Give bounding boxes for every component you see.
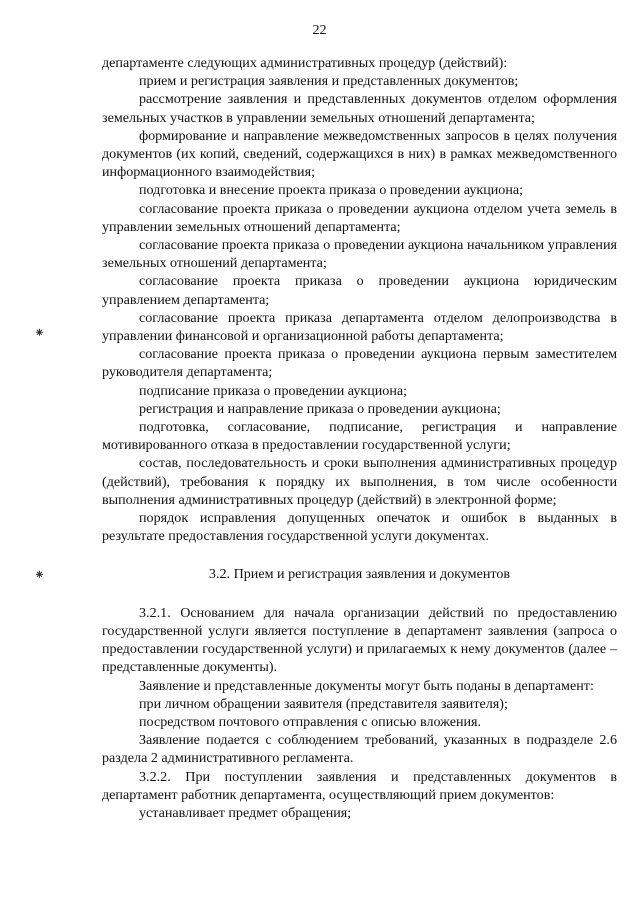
list-item: согласование проекта приказа о проведении аукциона юридическим управлением департамента; bbox=[102, 273, 617, 308]
section-3-2-body bbox=[102, 604, 617, 822]
binding-hole-mark-icon: ⁕ bbox=[34, 567, 45, 582]
list-item: подготовка и внесение проекта приказа о проведении аукциона; bbox=[139, 182, 524, 199]
list-item: подготовка, согласование, подписание, регистрация и направление мотивированного отказа в предоставлении государственной услуги; bbox=[102, 419, 617, 454]
paragraph: Заявление подается с соблюдением требований, указанных в подразделе 2.6 раздела 2 административного регламента. bbox=[102, 732, 617, 767]
paragraph: 3.2.1. Основанием для начала организации действий по предоставлению государственной услуги является поступление в департамент заявления (запроса о предоставлении государственной услуги) и прилагаемых к нему документов (далее – представленные документы). bbox=[102, 604, 617, 676]
document-body bbox=[102, 54, 617, 822]
page-number: 22 bbox=[312, 22, 327, 38]
procedures-list bbox=[102, 54, 617, 545]
paragraph: Заявление и представленные документы могут быть поданы в департамент: bbox=[139, 677, 594, 694]
list-item: порядок исправления допущенных опечаток и ошибок в выданных в результате предоставления государственной услуги документах. bbox=[102, 510, 617, 545]
list-item: формирование и направление межведомственных запросов в целях получения документов (их копий, сведений, содержащихся в них) в рамках межведомственного информационного взаимодействия; bbox=[102, 127, 617, 181]
list-item: при личном обращении заявителя (представителя заявителя); bbox=[139, 695, 508, 712]
list-item: согласование проекта приказа о проведении аукциона начальником управления земельных отношений департамента; bbox=[102, 237, 617, 272]
list-item: согласование проекта приказа о проведении аукциона первым заместителем руководителя департамента; bbox=[102, 346, 617, 381]
section-heading: 3.2. Прием и регистрация заявления и документов bbox=[208, 566, 511, 583]
list-item: согласование проекта приказа департамента отделом делопроизводства в управлении финансовой и организационной работы департамента; bbox=[102, 309, 617, 345]
list-item: устанавливает предмет обращения; bbox=[139, 804, 352, 821]
paragraph: департаменте следующих административных процедур (действий): bbox=[102, 55, 508, 71]
list-item: регистрация и направление приказа о проведении аукциона; bbox=[139, 400, 501, 417]
list-item: подписание приказа о проведении аукциона; bbox=[139, 382, 408, 399]
list-item: прием и регистрация заявления и представленных документов; bbox=[139, 73, 519, 90]
list-item: согласование проекта приказа о проведении аукциона отделом учета земель в управлении земельных отношений департамента; bbox=[102, 200, 617, 235]
list-item: посредством почтового отправления с описью вложения. bbox=[139, 713, 482, 730]
list-item: рассмотрение заявления и представленных документов отделом оформления земельных участков в управлении земельных отношений департамента; bbox=[102, 91, 617, 126]
list-item: состав, последовательность и сроки выполнения административных процедур (действий), требования к порядку их выполнения, в том числе особенности выполнения административных процедур (действий) в электронной форме; bbox=[102, 455, 617, 508]
paragraph: 3.2.2. При поступлении заявления и представленных документов в департамент работник департамента, осуществляющий прием документов: bbox=[102, 768, 617, 803]
binding-hole-mark-icon: ⁕ bbox=[34, 325, 45, 340]
